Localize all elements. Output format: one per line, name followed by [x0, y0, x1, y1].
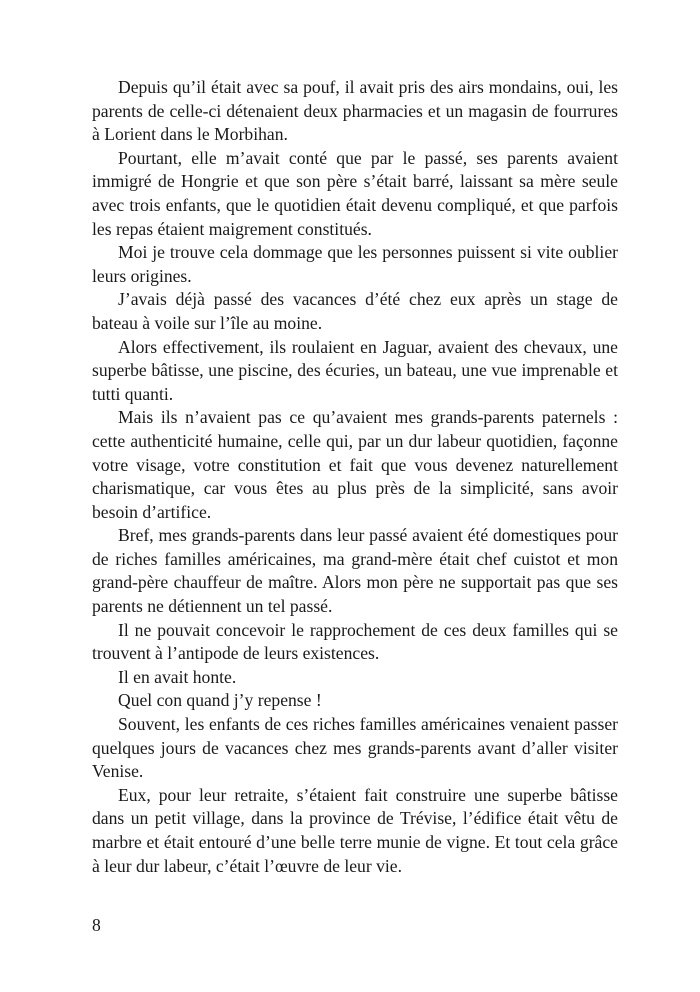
paragraph: Il en avait honte. [118, 666, 237, 687]
paragraph: Alors effectivement, ils roulaient en Jaguar, avaient des chevaux, une superbe bâtisse, une piscine, des écuries, un bateau, une vue imprenable et tutti quanti. [92, 336, 618, 404]
paragraph: Pourtant, elle m’avait conté que par le passé, ses parents avaient immigré de Hongrie et que son père s’était barré, laissant sa mère seule avec trois enfants, que le quotidien était devenu compliqué, et que parfois les repas étaient maigrement constitués. [92, 147, 618, 239]
paragraph: Depuis qu’il était avec sa pouf, il avait pris des airs mondains, oui, les parents de celle-ci détenaient deux pharmacies et un magasin de fourrures à Lorient dans le Morbihan. [92, 77, 618, 145]
paragraph: Moi je trouve cela dommage que les personnes puissent si vite oublier leurs origines. [92, 242, 618, 286]
page-number: 8 [92, 915, 101, 935]
paragraph: Il ne pouvait concevoir le rapprochement de ces deux familles qui se trouvent à l’antipode de leurs existences. [92, 619, 618, 664]
paragraph: Souvent, les enfants de ces riches familles américaines venaient passer quelques jours de vacances chez mes grands-parents avant d’aller visiter Venise. [92, 714, 618, 782]
paragraph: Eux, pour leur retraite, s’étaient fait construire une superbe bâtisse dans un petit village, dans la province de Trévise, l’édifice était vêtu de marbre et était entouré d’une belle terre munie de vigne. Et tout cela grâce à leur dur labeur, c’était l’œuvre de leur vie. [92, 784, 618, 876]
paragraph: Mais ils n’avaient pas ce qu’avaient mes grands-parents paternels : cette authenticité humaine, celle qui, par un dur labeur quotidien, façonne votre visage, votre constitution et fait que vous devenez naturellement charismatique, car vous êtes au plus près de la simplicité, sans avoir besoin d’artifice. [92, 407, 618, 522]
paragraph: J’avais déjà passé des vacances d’été chez eux après un stage de bateau à voile sur l’île au moine. [92, 289, 618, 333]
paragraph: Bref, mes grands-parents dans leur passé avaient été domestiques pour de riches familles américaines, ma grand-mère était chef cuistot et mon grand-père chauffeur de maître. Alors mon père ne supportait pas que ses parents ne détiennent un tel passé. [92, 525, 618, 617]
body-text [92, 76, 618, 878]
paragraph: Quel con quand j’y repense ! [118, 690, 322, 711]
